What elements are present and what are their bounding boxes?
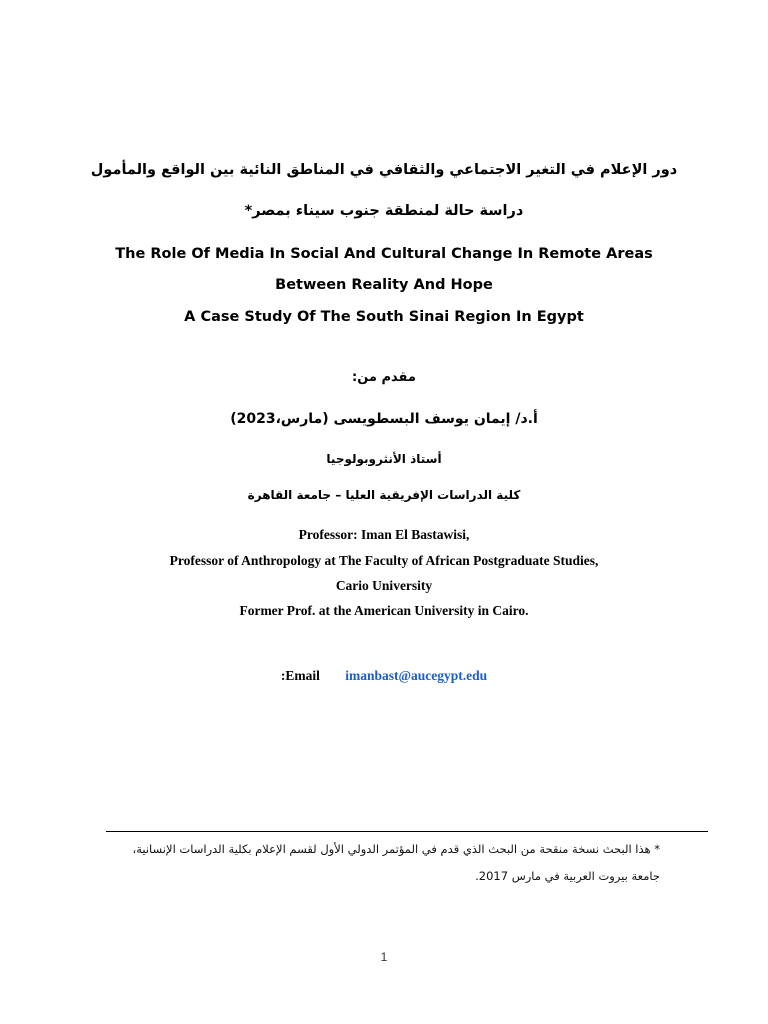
presented-by-label: مقدم من: (352, 370, 416, 385)
page-number: 1 (380, 950, 388, 964)
footnote-line-1: * هذا البحث نسخة منقحة من البحث الذي قدم في المؤتمر الدولي الأول لقسم الإعلام بكلية الدراسات الإنسانية، (132, 842, 660, 856)
author-former-position-english: Former Prof. at the American University in Cairo. (239, 603, 529, 618)
email-row (0, 668, 768, 684)
author-university-english: Cario University (335, 578, 433, 593)
email-link[interactable]: imanbast@aucegypt.edu (345, 668, 488, 683)
footnote-line-2: جامعة بيروت العربية في مارس 2017. (475, 869, 660, 883)
english-title-line-2: Between Reality And Hope (275, 277, 493, 293)
author-position-arabic: أستاذ الأنثروبولوجيا (326, 452, 442, 466)
author-affiliation-english: Professor of Anthropology at The Faculty of African Postgraduate Studies, (169, 553, 599, 568)
english-title-line-1: The Role Of Media In Social And Cultural Change In Remote Areas (115, 246, 653, 262)
email-label: :Email (280, 668, 320, 683)
english-title-line-3: A Case Study Of The South Sinai Region In Egypt (184, 309, 584, 325)
arabic-subtitle: دراسة حالة لمنطقة جنوب سيناء بمصر* (244, 203, 524, 219)
author-faculty-arabic: كلية الدراسات الإفريقية العليا – جامعة القاهرة (247, 488, 521, 502)
footnote-divider (106, 831, 708, 832)
author-name-arabic: أ.د/ إيمان يوسف البسطويسى (مارس،2023) (230, 411, 538, 427)
arabic-title: دور الإعلام في التغير الاجتماعي والثقافي في المناطق النائية بين الواقع والمأمول (90, 162, 678, 178)
author-name-english: Professor: Iman El Bastawisi, (298, 527, 470, 542)
